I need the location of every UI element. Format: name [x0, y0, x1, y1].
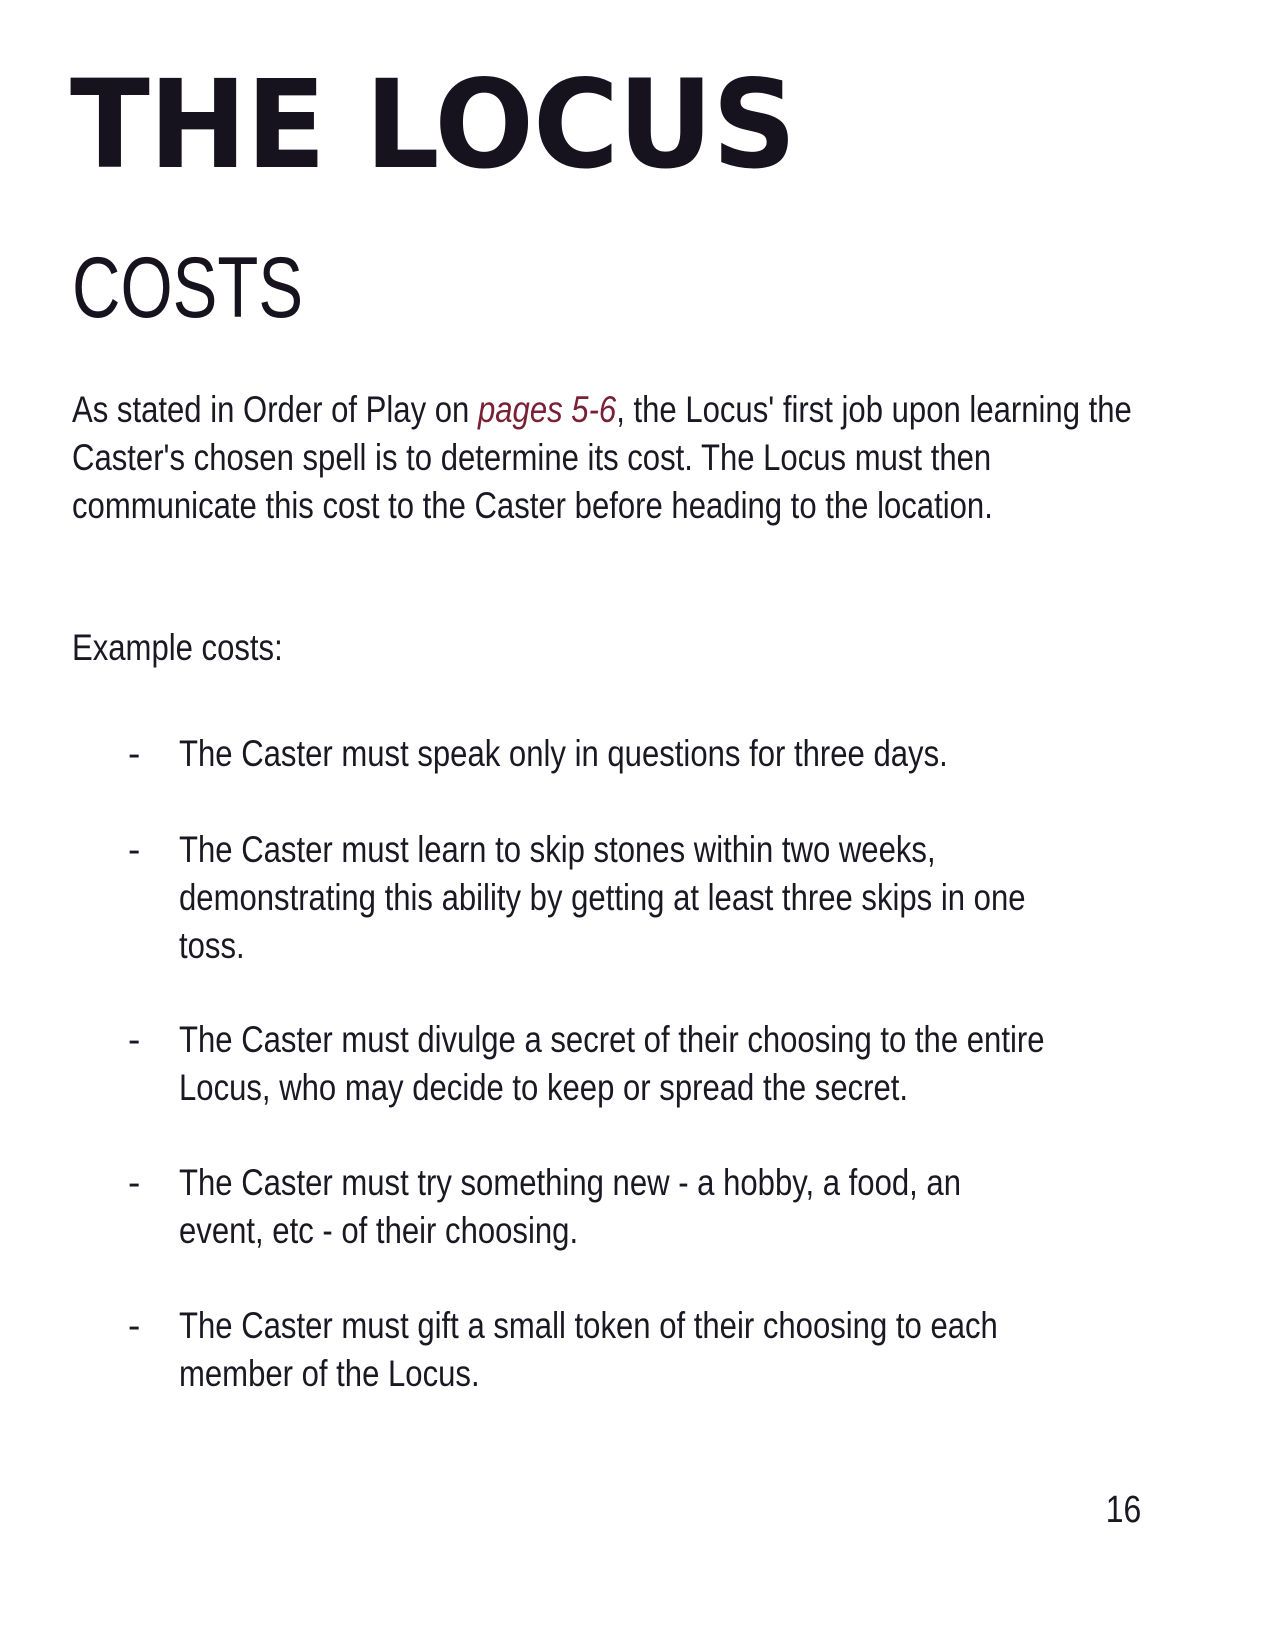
bullet-dash: - [128, 1162, 141, 1203]
page-title: THE LOCUS [70, 54, 796, 196]
page-reference-link[interactable]: pages 5-6 [477, 389, 617, 430]
cost-text: The Caster must speak only in questions for three days. [179, 733, 948, 774]
cost-text: The Caster must learn to skip stones within two weeks, demonstrating this ability by getting at least three skips in one toss. [179, 829, 1026, 966]
cost-text: The Caster must try something new - a hobby, a food, an event, etc - of their choosing. [179, 1162, 962, 1251]
bullet-dash: - [128, 733, 141, 774]
example-costs-label: Example costs: [72, 627, 283, 668]
cost-text: The Caster must divulge a secret of their choosing to the entire Locus, who may decide to keep or spread the secret. [179, 1019, 1045, 1108]
cost-text: The Caster must gift a small token of their choosing to each member of the Locus. [179, 1305, 998, 1394]
page-number: 16 [1105, 1489, 1141, 1531]
intro-paragraph [72, 386, 1164, 530]
intro-text-before: As stated in Order of Play on [72, 389, 478, 430]
bullet-dash: - [128, 829, 141, 870]
bullet-dash: - [128, 1305, 141, 1346]
bullet-dash: - [128, 1019, 141, 1060]
section-heading: COSTS [72, 240, 304, 336]
intro-text-after: , the Locus' first job upon learning the Caster's chosen spell is to determine its cost. The Locus must then communicate this cost to the Caster before heading to the location. [72, 389, 1132, 526]
